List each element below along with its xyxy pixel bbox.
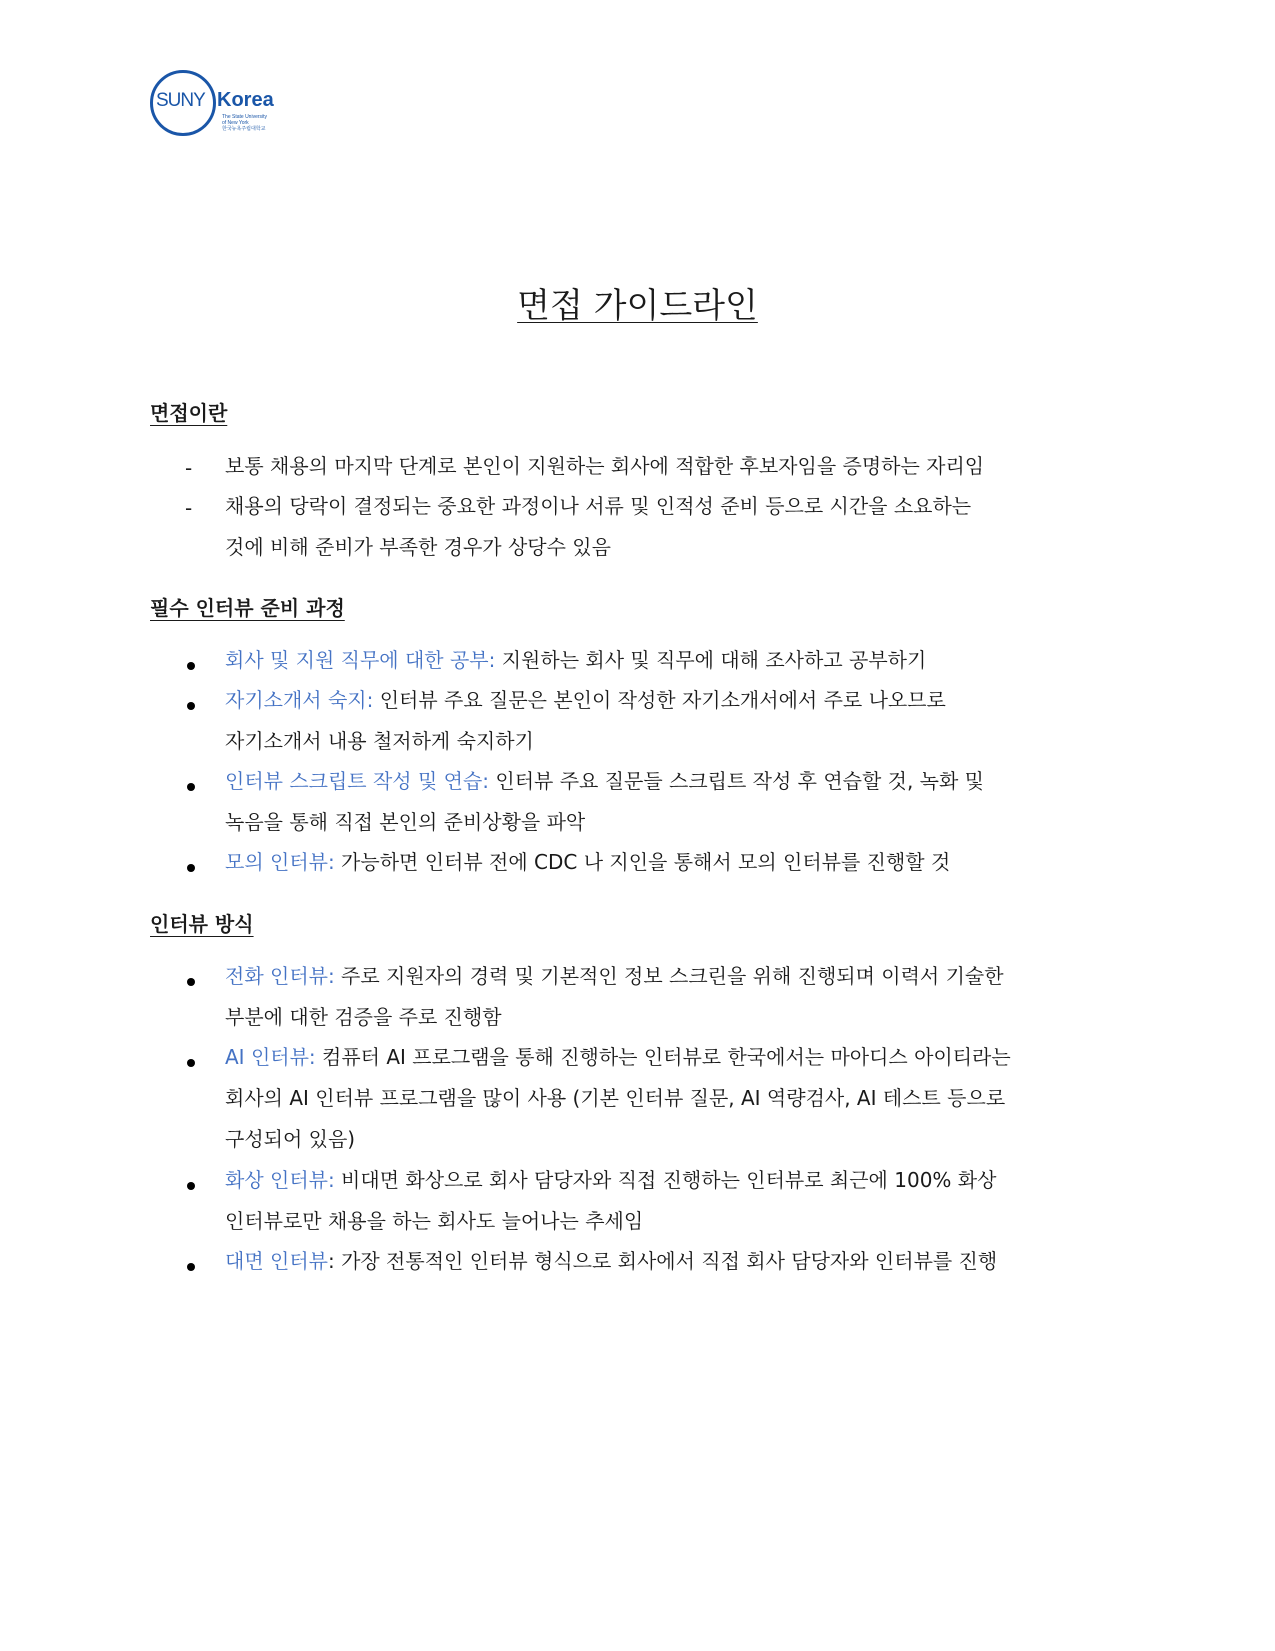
prep-text-3: 인터뷰 주요 질문들 스크립트 작성 후 연습할 것, 녹화 및 — [489, 769, 984, 793]
method-item-3 — [225, 1168, 996, 1192]
prep-text-4: 가능하면 인터뷰 전에 CDC 나 지인을 통해서 모의 인터뷰를 진행할 것 — [334, 850, 951, 874]
method-term-4: 대면 인터뷰 — [225, 1249, 328, 1273]
prep-item-2-cont: 자기소개서 내용 철저하게 숙지하기 — [225, 729, 534, 753]
method-text-4: : 가장 전통적인 인터뷰 형식으로 회사에서 직접 회사 담당자와 인터뷰를 진행 — [327, 1249, 998, 1273]
section-heading-prep: 필수 인터뷰 준비 과정 — [150, 596, 345, 620]
prep-item-1 — [225, 648, 926, 672]
method-text-1: 주로 지원자의 경력 및 기본적인 정보 스크린을 위해 진행되며 이력서 기술한 — [334, 964, 1004, 988]
method-item-3-cont: 인터뷰로만 채용을 하는 회사도 늘어나는 추세임 — [225, 1209, 644, 1233]
logo-suny-text: SUNY — [156, 90, 205, 111]
dash-marker: - — [185, 456, 193, 480]
method-term-1: 전화 인터뷰: — [225, 964, 335, 988]
page-title — [0, 278, 1275, 327]
prep-item-4 — [225, 850, 950, 874]
suny-korea-logo — [150, 70, 290, 140]
prep-item-3-cont: 녹음을 통해 직접 본인의 준비상황을 파악 — [225, 810, 586, 834]
method-item-2-cont2: 구성되어 있음) — [225, 1127, 356, 1151]
bullet-icon — [187, 1059, 195, 1067]
bullet-icon — [187, 783, 195, 791]
logo-sub-line-2: of New York — [222, 120, 249, 126]
bullet-icon — [187, 662, 195, 670]
method-text-2: 컴퓨터 AI 프로그램을 통해 진행하는 인터뷰로 한국에서는 마아디스 아이티라는 — [315, 1045, 1011, 1069]
method-item-1 — [225, 964, 1004, 988]
what-item-2-cont: 것에 비해 준비가 부족한 경우가 상당수 있음 — [225, 535, 611, 559]
method-term-2: AI 인터뷰: — [225, 1045, 316, 1069]
what-item-1: 보통 채용의 마지막 단계로 본인이 지원하는 회사에 적합한 후보자임을 증명하는 자리임 — [225, 454, 985, 478]
bullet-icon — [187, 1263, 195, 1271]
prep-text-2: 인터뷰 주요 질문은 본인이 작성한 자기소개서에서 주로 나오므로 — [373, 688, 946, 712]
method-item-4 — [225, 1249, 997, 1273]
prep-item-3 — [225, 769, 984, 793]
logo-sub-line-1: The State University — [222, 114, 268, 120]
logo-subtitle — [222, 114, 292, 132]
bullet-icon — [187, 864, 195, 872]
prep-term-2: 자기소개서 숙지: — [225, 688, 374, 712]
bullet-icon — [187, 978, 195, 986]
bullet-icon — [187, 702, 195, 710]
method-item-2-cont: 회사의 AI 인터뷰 프로그램을 많이 사용 (기본 인터뷰 질문, AI 역량검사, AI 테스트 등으로 — [225, 1086, 1006, 1110]
method-term-3: 화상 인터뷰: — [225, 1168, 335, 1192]
method-text-3: 비대면 화상으로 회사 담당자와 직접 진행하는 인터뷰로 최근에 100% 화상 — [334, 1168, 997, 1192]
section-heading-methods: 인터뷰 방식 — [150, 912, 254, 936]
logo-korea-text: Korea — [217, 89, 274, 111]
logo-sub-line-3: 한국뉴욕주립대학교 — [222, 126, 266, 132]
prep-term-3: 인터뷰 스크립트 작성 및 연습: — [225, 769, 490, 793]
method-item-2 — [225, 1045, 1011, 1069]
bullet-icon — [187, 1182, 195, 1190]
prep-text-1: 지원하는 회사 및 직무에 대해 조사하고 공부하기 — [495, 648, 927, 672]
what-item-2: 채용의 당락이 결정되는 중요한 과정이나 서류 및 인적성 준비 등으로 시간을 소요하는 — [225, 494, 972, 518]
section-heading-what: 면접이란 — [150, 401, 228, 425]
dash-marker: - — [185, 496, 193, 520]
prep-item-2 — [225, 688, 946, 712]
prep-term-1: 회사 및 지원 직무에 대한 공부: — [225, 648, 496, 672]
prep-term-4: 모의 인터뷰: — [225, 850, 335, 874]
method-item-1-cont: 부분에 대한 검증을 주로 진행함 — [225, 1005, 502, 1029]
page-title-text: 면접 가이드라인 — [517, 286, 758, 326]
